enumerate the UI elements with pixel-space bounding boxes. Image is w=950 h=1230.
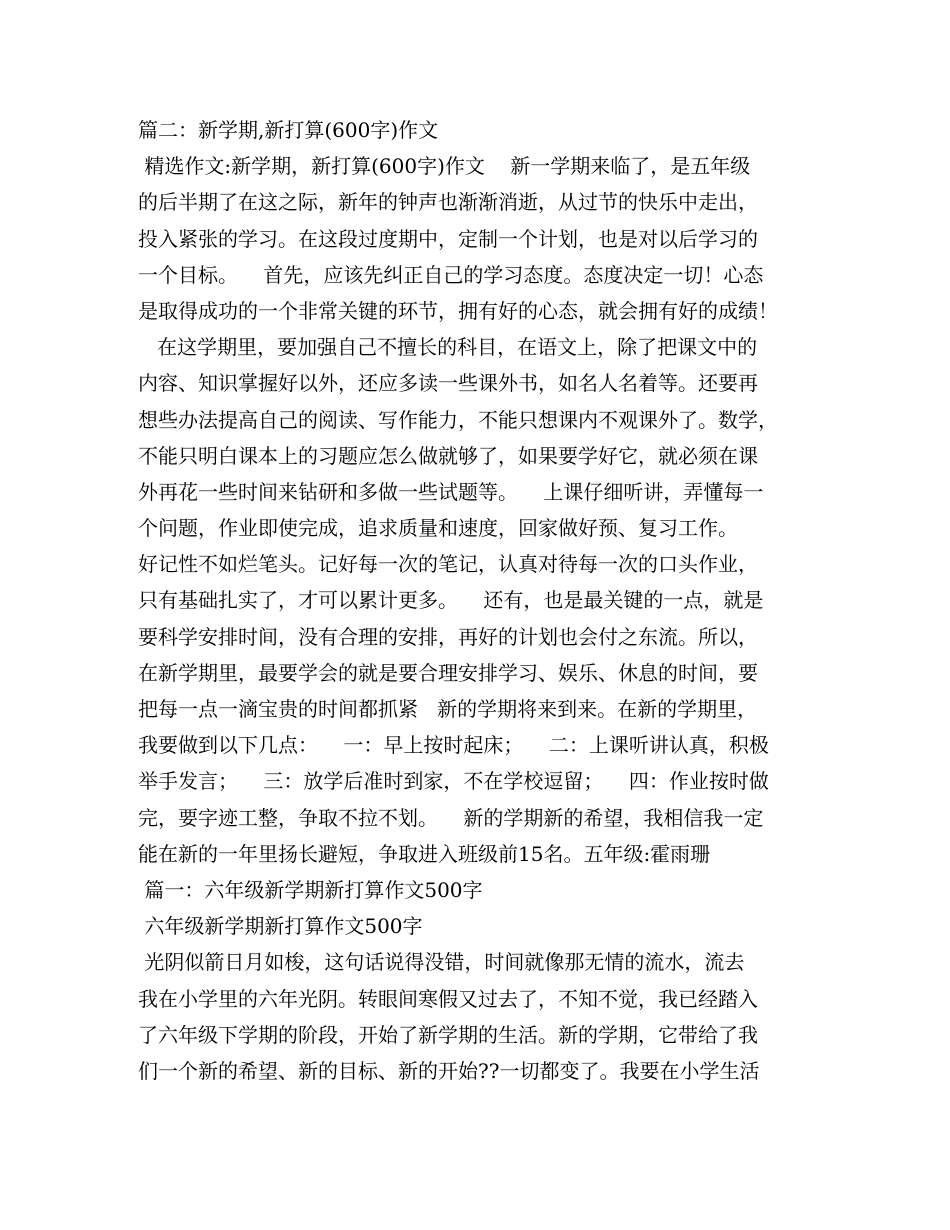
- text-line: 外再花一些时间来钻研和多做一些试题等。 上课仔细听讲，弄懂每一: [138, 479, 764, 504]
- text-line: 不能只明白课本上的习题应怎么做就够了，如果要学好它，就必须在课: [138, 443, 758, 468]
- text-line: 精选作文:新学期，新打算(600字)作文 新一学期来临了，是五年级: [138, 154, 751, 179]
- text-line: 只有基础扎实了，才可以累计更多。 还有，也是最关键的一点，就是: [138, 588, 764, 613]
- text-line: 我在小学里的六年光阴。转眼间寒假又过去了，不知不觉，我已经踏入: [138, 986, 758, 1011]
- text-line: 投入紧张的学习。在这段过度期中，定制一个计划，也是对以后学习的: [138, 226, 758, 251]
- text-line: 个问题，作业即使完成，追求质量和速度，回家做好预、复习工作。: [138, 516, 738, 541]
- text-line: 的后半期了在这之际，新年的钟声也渐渐消逝，从过节的快乐中走出，: [138, 190, 758, 215]
- text-line: 要科学安排时间，没有合理的安排，再好的计划也会付之东流。所以，: [138, 624, 758, 649]
- essay-text: [138, 112, 838, 1089]
- text-line: 好记性不如烂笔头。记好每一次的笔记，认真对待每一次的口头作业，: [138, 552, 758, 577]
- text-line: 篇二：新学期,新打算(600字)作文: [138, 118, 439, 142]
- text-line: 举手发言； 三：放学后准时到家，不在学校逗留； 四：作业按时做: [138, 769, 769, 794]
- section-heading: 篇一：六年级新学期新打算作文500字: [138, 877, 483, 902]
- text-line: 把每一点一滴宝贵的时间都抓紧 新的学期将来到来。在新的学期里，: [138, 697, 758, 721]
- text-line: 们一个新的希望、新的目标、新的开始??一切都变了。我要在小学生活: [138, 1058, 760, 1083]
- text-line: 完，要字迹工整，争取不拉不划。 新的学期新的希望，我相信我一定: [138, 805, 764, 830]
- text-line: 我要做到以下几点： 一：早上按时起床； 二：上课听讲认真，积极: [138, 733, 769, 758]
- text-line: 光阴似箭日月如梭，这句话说得没错，时间就像那无情的流水，流去: [138, 950, 745, 975]
- text-line: 内容、知识掌握好以外，还应多读一些课外书，如名人名着等。还要再: [138, 371, 758, 396]
- text-line: 想些办法提高自己的阅读、写作能力，不能只想课内不观课外了。数学，: [138, 407, 778, 432]
- text-line: 在新学期里，最要学会的就是要合理安排学习、娱乐、休息的时间，要: [138, 660, 758, 685]
- text-line: 是取得成功的一个非常关键的环节，拥有好的心态，就会拥有好的成绩！: [138, 298, 778, 323]
- text-line: 在这学期里，要加强自己不擅长的科目，在语文上，除了把课文中的: [138, 335, 758, 360]
- section-subheading: 六年级新学期新打算作文500字: [138, 914, 423, 939]
- text-line: 了六年级下学期的阶段，开始了新学期的生活。新的学期，它带给了我: [138, 1022, 758, 1047]
- text-line: 能在新的一年里扬长避短，争取进入班级前15名。五年级:霍雨珊: [138, 841, 711, 866]
- text-line: 一个目标。 首先，应该先纠正自己的学习态度。态度决定一切！心态: [138, 262, 764, 287]
